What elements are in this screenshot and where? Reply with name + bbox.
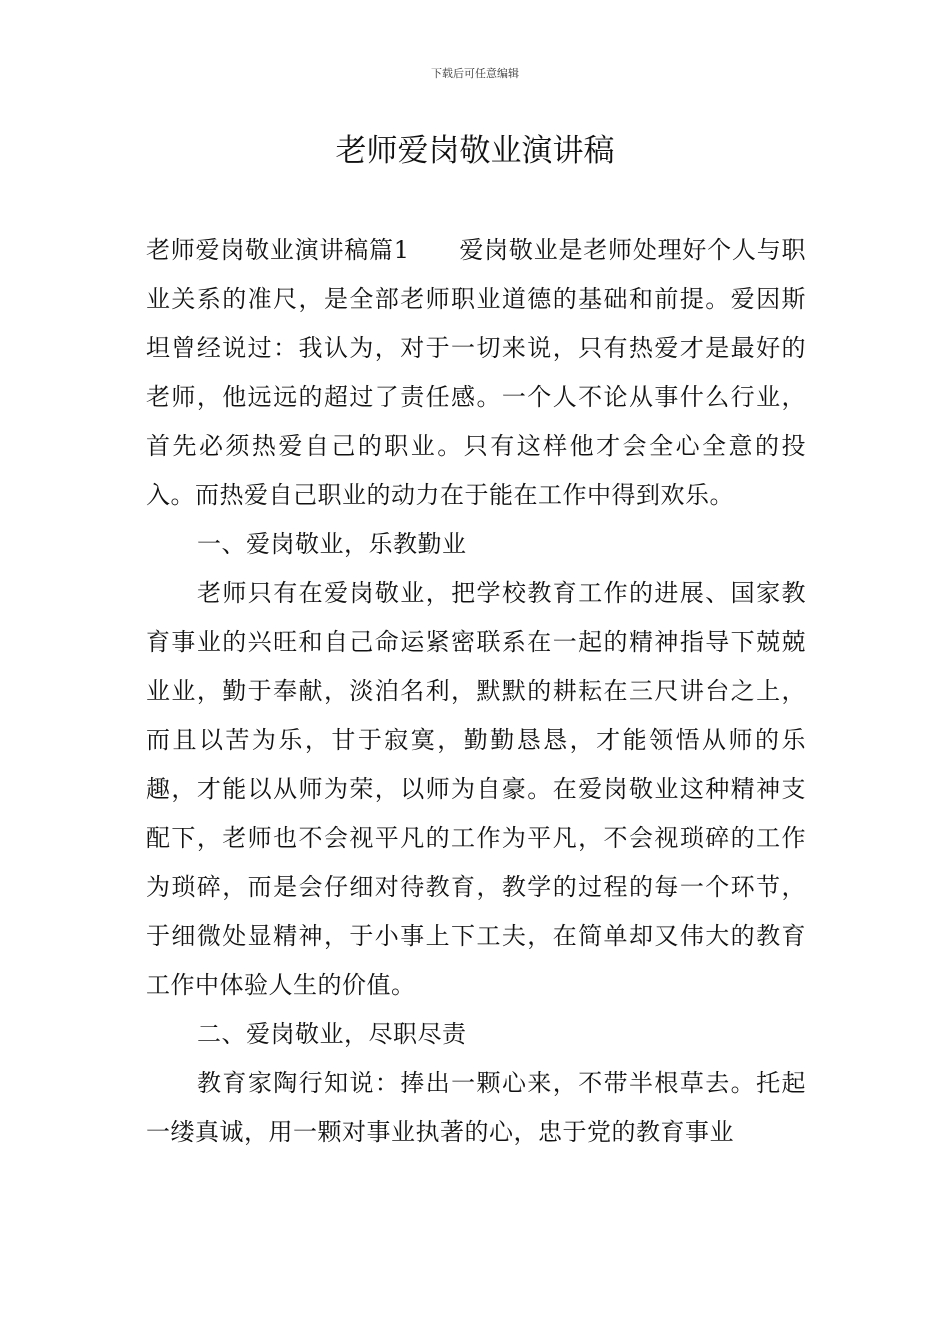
document-title: 老师爱岗敬业演讲稿 [335,133,615,169]
header-note: 下载后可任意编辑 [431,67,519,80]
section-heading-2: 二、爱岗敬业，尽职尽责 [197,1020,467,1048]
section-heading-1: 一、爱岗敬业，乐教勤业 [197,530,467,558]
document-body [146,226,806,1157]
paragraph-intro: 老师爱岗敬业演讲稿篇1 爱岗敬业是老师处理好个人与职业关系的准尺，是全部老师职业道德的基础和前提。爱因斯坦曾经说过：我认为，对于一切来说，只有热爱才是最好的老师，他远远的超过了责任感。一个人不论从事什么行业，首先必须热爱自己的职业。只有这样他才会全心全意的投入。而热爱自己职业的动力在于能在工作中得到欢乐。 [146,236,806,509]
paragraph-section-1: 老师只有在爱岗敬业，把学校教育工作的进展、国家教育事业的兴旺和自己命运紧密联系在一起的精神指导下兢兢业业，勤于奉献，淡泊名利，默默的耕耘在三尺讲台之上，而且以苦为乐，甘于寂寞，勤勤恳恳，才能领悟从师的乐趣，才能以从师为荣，以师为自豪。在爱岗敬业这种精神支配下，老师也不会视平凡的工作为平凡，不会视琐碎的工作为琐碎，而是会仔细对待教育，教学的过程的每一个环节，于细微处显精神，于小事上下工夫，在简单却又伟大的教育工作中体验人生的价值。 [146,579,806,999]
paragraph-section-2: 教育家陶行知说：捧出一颗心来，不带半根草去。托起一缕真诚，用一颗对事业执著的心，忠于党的教育事业 [146,1069,806,1146]
